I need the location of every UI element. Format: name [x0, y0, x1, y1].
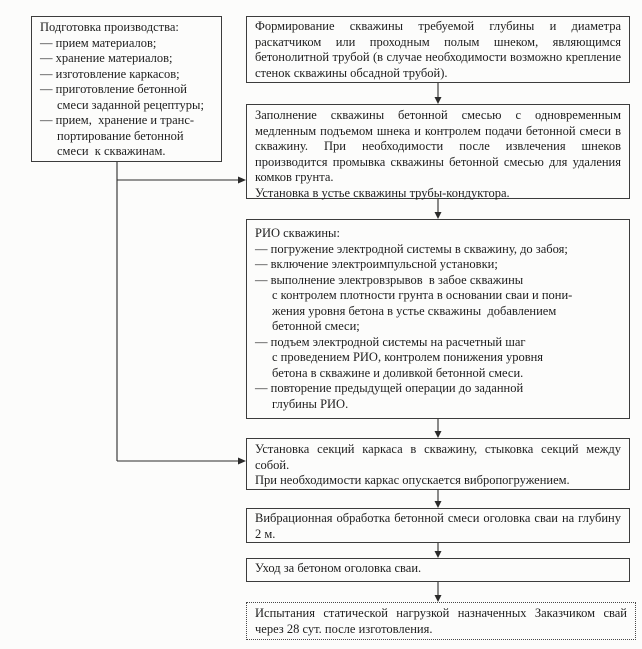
rio-line: — подъем электродной системы на расчетный шаг — [255, 334, 526, 349]
curing-text: Уход за бетоном оголовка сваи. — [255, 561, 422, 575]
prep-box — [31, 16, 222, 162]
vibration-box — [246, 508, 630, 543]
arrowhead — [435, 212, 442, 219]
well-filling-text2: Установка в устье скважины трубы-кондуктора. — [255, 185, 510, 200]
testing-text: Испытания статической нагрузкой назначенных Заказчиком свай через 28 сут. после изготовления. — [255, 606, 627, 636]
well-filling-text: Заполнение скважины бетонной смесью с одновременным медленным подъемом шнека и контролем подачи бетонной смеси в скважину. При необходимости после извлечения шнеков производится промывка скважины бетонной смесью для удаления комков грунта. — [255, 108, 621, 184]
rio-line: жения уровня бетона в устье скважины добавлением — [272, 303, 557, 318]
rio-line: — повторение предыдущей операции до заданной — [255, 381, 524, 395]
prep-line: смеси заданной рецептуры; — [57, 97, 204, 112]
prep-line: смеси к скважинам. — [57, 144, 166, 158]
arrowhead — [435, 595, 442, 602]
testing-box — [246, 602, 636, 640]
arrowhead — [238, 458, 246, 465]
prep-line: Подготовка производства: — [40, 20, 179, 34]
arrowhead — [435, 501, 442, 508]
rio-line: бетонной смеси; — [272, 319, 360, 333]
prep-line: портирование бетонной — [57, 128, 184, 143]
rio-box — [246, 219, 630, 419]
cage-install-box — [246, 438, 630, 490]
prep-line: — хранение материалов; — [40, 51, 173, 65]
arrowhead — [435, 431, 442, 438]
prep-line: — прием материалов; — [40, 35, 157, 50]
rio-line: — включение электроимпульсной установки; — [255, 257, 498, 271]
prep-line: — изготовление каркасов; — [40, 66, 180, 81]
arrowhead — [435, 551, 442, 558]
curing-box — [246, 558, 630, 582]
rio-line: с проведением РИО, контролем понижения уровня — [272, 350, 544, 364]
rio-line: — выполнение электровзрывов в забое скважины — [255, 272, 524, 287]
well-forming-text: Формирование скважины требуемой глубины и диаметра раскатчиком или проходным полым шнеком, являющимся бетонолитной трубой (в случае необходимости возможно крепление стенок скважины обсадной трубой). — [255, 19, 621, 80]
rio-line: — погружение электродной системы в скважину, до забоя; — [255, 241, 568, 256]
rio-line: глубины РИО. — [272, 396, 349, 411]
rio-line: РИО скважины: — [255, 226, 340, 240]
arrowhead — [238, 177, 246, 184]
well-forming-box — [246, 16, 630, 83]
well-filling-box — [246, 104, 630, 199]
rio-line: с контролем плотности грунта в основании сваи и пони- — [272, 288, 573, 302]
prep-line: — приготовление бетонной — [40, 82, 187, 96]
vibration-text: Вибрационная обработка бетонной смеси оголовка сваи на глубину 2 м. — [255, 511, 621, 541]
cage-install-text: Установка секций каркаса в скважину, стыковка секций между собой. — [255, 442, 621, 472]
rio-line: бетона в скважине и доливкой бетонной смеси. — [272, 365, 524, 380]
cage-install-text2: При необходимости каркас опускается вибропогружением. — [255, 473, 570, 487]
arrowhead — [435, 97, 442, 104]
prep-line: — прием, хранение и транс- — [40, 113, 195, 127]
